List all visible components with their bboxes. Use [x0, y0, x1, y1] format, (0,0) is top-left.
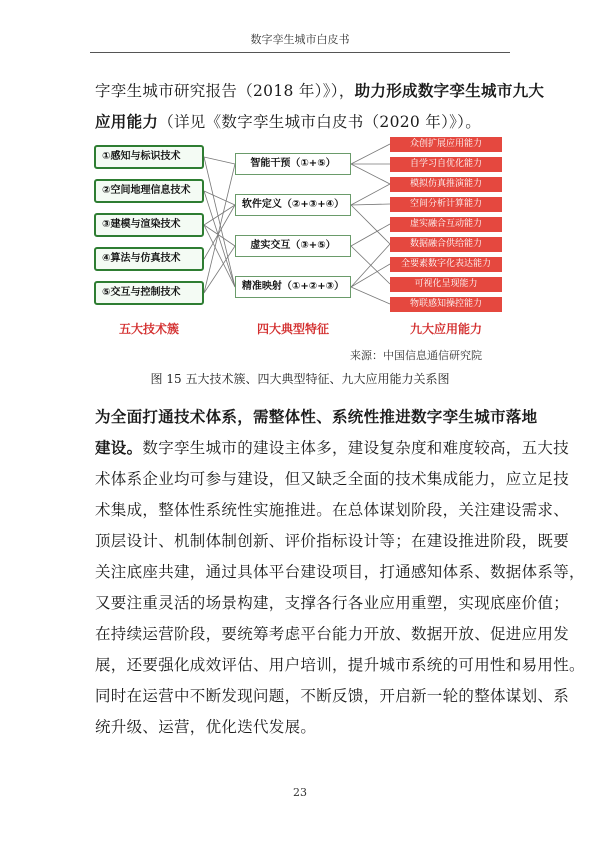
- intro-line-2-bold: 应用能力: [95, 113, 159, 131]
- technology-box: ④算法与仿真技术: [94, 247, 204, 271]
- body-line: [95, 560, 585, 582]
- body-line-text: 统升级、运营，优化迭代发展。: [95, 718, 317, 736]
- capability-box: 自学习自优化能力: [390, 157, 502, 172]
- figure-source: 来源：中国信息通信研究院: [350, 349, 482, 362]
- body-line-text: 在持续运营阶段，要统筹考虑平台能力开放、数据开放、促进应用发: [95, 625, 570, 643]
- capability-box: 全要素数字化表达能力: [390, 257, 502, 272]
- feature-box: 智能干预（①+⑤）: [235, 153, 351, 175]
- body-line: [95, 436, 569, 458]
- intro-line-2-plain: （详见《数字孪生城市白皮书（2020 年）》）。: [158, 113, 482, 131]
- technology-box: ①感知与标识技术: [94, 145, 204, 169]
- connector-line: [204, 246, 235, 293]
- body-line-text: 数字孪生城市的建设主体多，建设复杂度和难度较高，五大技: [142, 439, 570, 457]
- connector-line: [351, 264, 390, 287]
- technology-box: ③建模与渲染技术: [94, 213, 204, 237]
- relationship-diagram: [90, 135, 520, 345]
- header-rule: [90, 52, 510, 53]
- intro-line-1-plain: 字孪生城市研究报告（2018 年）》），: [95, 82, 355, 100]
- capability-box: 模拟仿真推演能力: [390, 177, 502, 192]
- feature-box: 精准映射（①+②+③）: [235, 276, 351, 298]
- body-line: [95, 715, 316, 737]
- body-line: [95, 529, 569, 551]
- connector-line: [351, 164, 390, 184]
- capability-box: 虚实融合互动能力: [390, 217, 502, 232]
- body-line-text: 同时在运营中不断发现问题，不断反馈，开启新一轮的整体谋划、系: [95, 687, 570, 705]
- body-line-text: 术体系企业均可参与建设，但又缺乏全面的技术集成能力，应立足技: [95, 470, 570, 488]
- feature-box: 虚实交互（③+⑤）: [235, 235, 351, 257]
- body-line: [95, 653, 585, 675]
- body-line-text: 关注底座共建，通过具体平台建设项目，打通感知体系、数据体系等，: [95, 563, 585, 581]
- technology-box: ②空间地理信息技术: [94, 179, 204, 203]
- connector-line: [204, 205, 235, 259]
- page-number: 23: [293, 786, 307, 799]
- body-line-text: 又要注重灵活的场景构建，支撑各行各业应用重塑，实现底座价值；: [95, 594, 570, 612]
- body-line-text: 顶层设计、机制体制创新、评价指标设计等；在建设推进阶段，既要: [95, 532, 570, 550]
- connector-line: [351, 287, 390, 304]
- connector-line: [351, 224, 390, 246]
- intro-line-1: [95, 79, 544, 101]
- capability-box: 空间分析计算能力: [390, 197, 502, 212]
- label-features: 四大典型特征: [256, 322, 329, 336]
- body-line-text: 术集成，整体性系统性实施推进。在总体谋划阶段，关注建设需求、: [95, 501, 570, 519]
- body-line: [95, 467, 569, 489]
- connector-line: [351, 204, 390, 205]
- label-technologies: 五大技术簇: [118, 322, 179, 336]
- capability-box: 数据融合供给能力: [390, 237, 502, 252]
- body-line-bold: 建设。: [95, 439, 143, 457]
- connector-line: [351, 144, 390, 164]
- running-header: 数字孪生城市白皮书: [250, 33, 350, 46]
- technology-box: ⑤交互与控制技术: [94, 281, 204, 305]
- body-line: [95, 498, 569, 520]
- connector-line: [351, 244, 390, 287]
- capability-box: 物联感知操控能力: [390, 297, 502, 312]
- capability-box: 可视化呈现能力: [390, 277, 502, 292]
- body-line-text: 为全面打通技术体系，需整体性、系统性推进数字孪生城市落地: [95, 408, 538, 426]
- connector-line: [204, 157, 235, 164]
- feature-box: 软件定义（②+③+④）: [235, 194, 351, 216]
- capability-box: 众创扩展应用能力: [390, 137, 502, 152]
- figure-caption: 图 15 五大技术簇、四大典型特征、九大应用能力关系图: [150, 372, 450, 386]
- body-line: [95, 622, 569, 644]
- body-line: [95, 684, 569, 706]
- body-line-text: 展，还要强化成效评估、用户培训，提升城市系统的可用性和易用性。: [95, 656, 585, 674]
- connector-line: [204, 191, 235, 205]
- intro-line-2: [95, 110, 481, 132]
- body-line: [95, 405, 537, 427]
- connector-line: [351, 205, 390, 244]
- connector-line: [204, 225, 235, 287]
- intro-line-1-bold: 助力形成数字孪生城市九大: [354, 82, 545, 100]
- connector-line: [351, 184, 390, 205]
- body-line: [95, 591, 569, 613]
- label-capabilities: 九大应用能力: [409, 322, 482, 336]
